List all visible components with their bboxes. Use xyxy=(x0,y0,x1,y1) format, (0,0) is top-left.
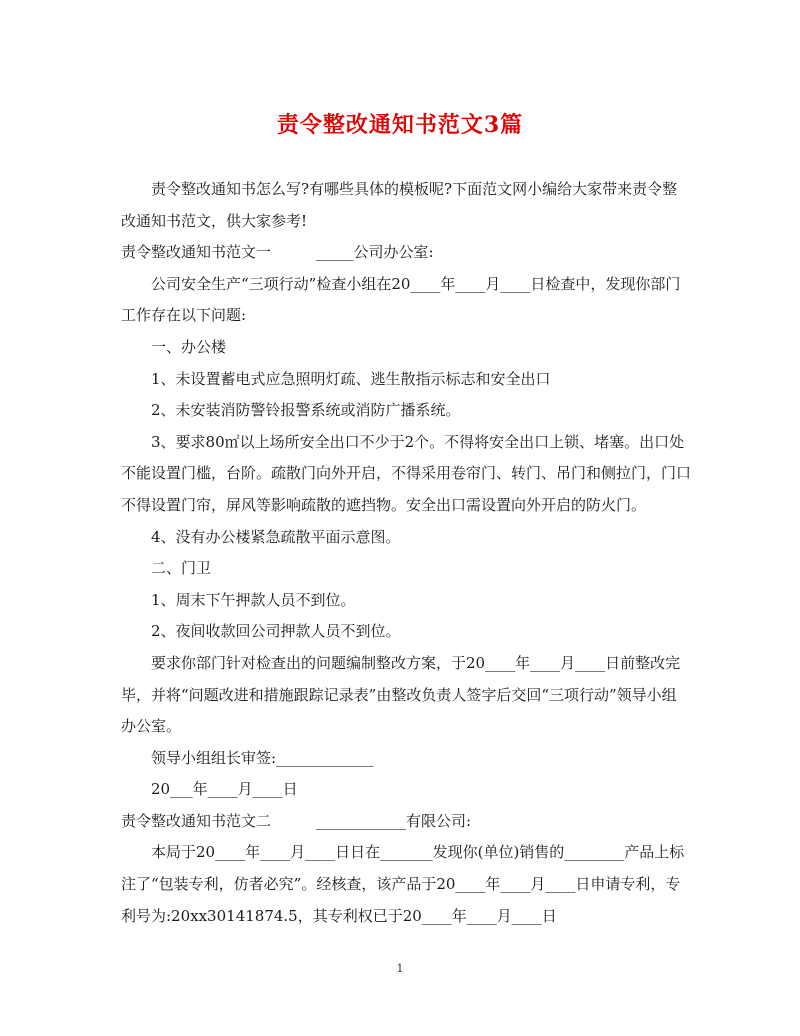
paragraph-item-1: 1、未设置蓄电式应急照明灯疏、逃生散指示标志和安全出口 xyxy=(151,369,551,388)
paragraph-date: 20___年____月____日 xyxy=(151,780,298,799)
page-number: 1 xyxy=(396,962,404,975)
document-title: 责令整改通知书范文3篇 xyxy=(276,112,524,138)
paragraph-inspection: 公司安全生产“三项行动”检查小组在20____年____月____日检查中，发现你部门工作存在以下问题: xyxy=(121,274,681,325)
document-body xyxy=(121,174,691,932)
paragraph-item-2: 2、未安装消防警铃报警系统或消防广播系统。 xyxy=(151,401,461,420)
paragraph-requirement: 要求你部门针对检查出的问题编制整改方案，于20____年____月____日前整改完毕，并将“问题改进和措施跟踪记录表”由整改负责人签字后交回“三项行动”领导小组办公室。 xyxy=(121,653,681,736)
paragraph-office-building: 一、办公楼 xyxy=(151,337,227,356)
paragraph-patent: 本局于20____年____月____日日在_______发现你(单位)销售的________产品上标注了“包装专利，仿者必究”。经核查，该产品于20____年____月____日申请专利，专利号为:20xx30141874.5，其专利权已于20____年____月____日 xyxy=(121,843,685,925)
paragraph-item-3: 3、要求80㎡以上场所安全出口不少于2个。不得将安全出口上锁、堵塞。出口处不能设置门槛，台阶。疏散门向外开启，不得采用卷帘门、转门、吊门和侧拉门，门口不得设置门帘，屏风等影响疏散的遮挡物。安全出口需设置向外开启的防火门。 xyxy=(121,432,692,514)
paragraph-gate: 二、门卫 xyxy=(151,559,212,578)
paragraph-item-4: 4、没有办公楼紧急疏散平面示意图。 xyxy=(151,527,401,546)
paragraph-section-one-heading: 责令整改通知书范文一 _____公司办公室: xyxy=(121,243,434,262)
paragraph-gate-item-2: 2、夜间收款回公司押款人员不到位。 xyxy=(151,622,401,641)
paragraph-section-two-heading: 责令整改通知书范文二 ____________有限公司: xyxy=(121,811,472,830)
paragraph-signature: 领导小组组长审签:_____________ xyxy=(151,748,374,767)
paragraph-intro: 责令整改通知书怎么写?有哪些具体的模板呢?下面范文网小编给大家带来责令整改通知书范文，供大家参考! xyxy=(121,180,678,230)
paragraph-gate-item-1: 1、周末下午押款人员不到位。 xyxy=(151,590,356,609)
